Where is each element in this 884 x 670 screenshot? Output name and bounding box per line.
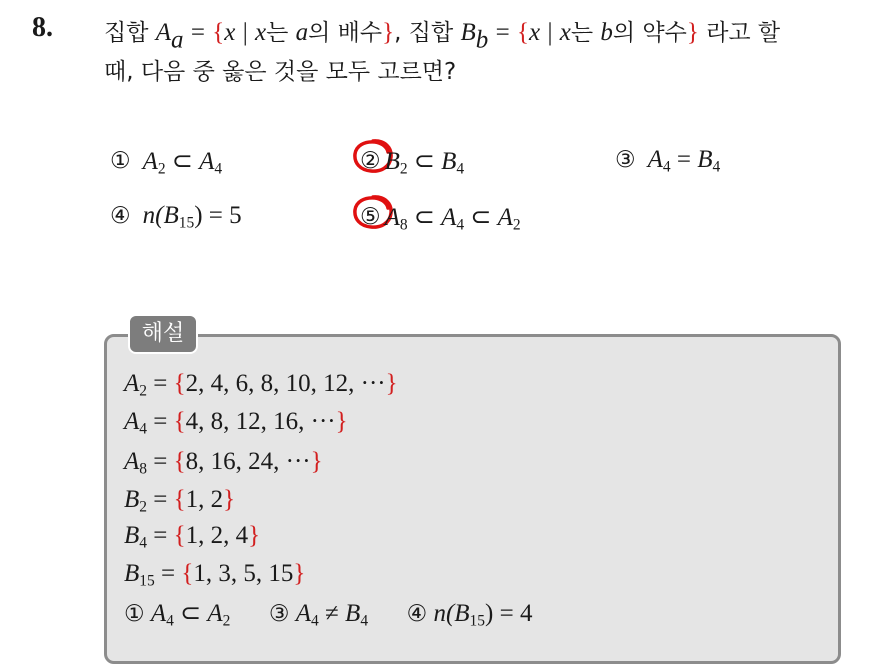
solution-line: $A_2 = \{2$, 4, 6, 8, 10, 12, ···} [124,370,398,400]
variable: x [559,19,571,46]
subscript: b [475,26,489,54]
bar: | [242,19,248,46]
text: 라고 할 [706,20,781,46]
left-brace: { [517,19,530,46]
variable: a [295,19,309,46]
equals: = [190,19,205,46]
solution-answer: ① $A_4$ ⊂ $A_2$ ③ $A_4 \ne B_4$ ④ $n(B_{15}) = 4$ [124,600,533,630]
choice-number: ④ [110,203,131,229]
choice-1[interactable] [110,146,222,176]
variable: x [529,19,541,46]
choice-number: ② [360,148,381,174]
choice-4[interactable] [110,202,242,230]
question-line-1 [104,14,781,54]
question-number: 8. [32,12,53,43]
choice-number: ③ [615,147,636,173]
equals: = [495,19,510,46]
variable: x [224,19,236,46]
solution-label: 해설 [128,314,198,354]
choice-3[interactable] [615,146,720,174]
variable: b [600,19,613,46]
solution-line: $B_2 = \{1$, 2} [124,486,236,516]
choice-5[interactable] [360,202,521,232]
question-line-2: 때, 다음 중 옳은 것을 모두 고르면? [104,59,457,85]
set-symbol: A [155,19,172,46]
choice-expression: $B_2$ ⊂ $B_4$ [384,148,465,178]
left-brace: { [212,19,225,46]
bar: | [547,19,553,46]
set-symbol: B [460,19,476,46]
text: 는 [570,20,594,46]
text: 의 배수 [308,20,383,46]
choice-2[interactable] [360,146,464,176]
right-brace: } [686,19,699,46]
answer-number: ① [124,601,145,627]
choice-expression: $A_4 = B_4$ [647,146,721,176]
choice-number: ① [110,148,131,174]
solution-line: $B_{15} = \{1$, 3, 5, 15} [124,560,306,590]
solution-line: $B_4 = \{1$, 2, 4} [124,522,261,552]
solution-line: $A_8 = \{8$, 16, 24, ···} [124,448,323,478]
choice-expression: $A_2$ ⊂ $A_4$ [142,148,223,178]
choice-expression: $n(B_{15}) = 5$ [142,202,242,232]
comma: , [394,20,402,46]
choice-expression: $A_8$ ⊂ $A_4$ ⊂ $A_2$ [384,204,521,234]
answer-number: ③ [268,601,290,627]
solution-line: $A_4 = \{4$, 8, 12, 16, ···} [124,408,348,438]
text: 집합 [104,20,149,46]
right-brace: } [382,19,395,46]
choice-number: ⑤ [360,204,381,230]
variable: x [255,19,267,46]
text: 는 [266,20,289,46]
subscript: a [171,26,184,54]
text: 의 약수 [612,20,687,46]
answer-number: ④ [406,601,428,627]
text: 집합 [408,20,454,46]
